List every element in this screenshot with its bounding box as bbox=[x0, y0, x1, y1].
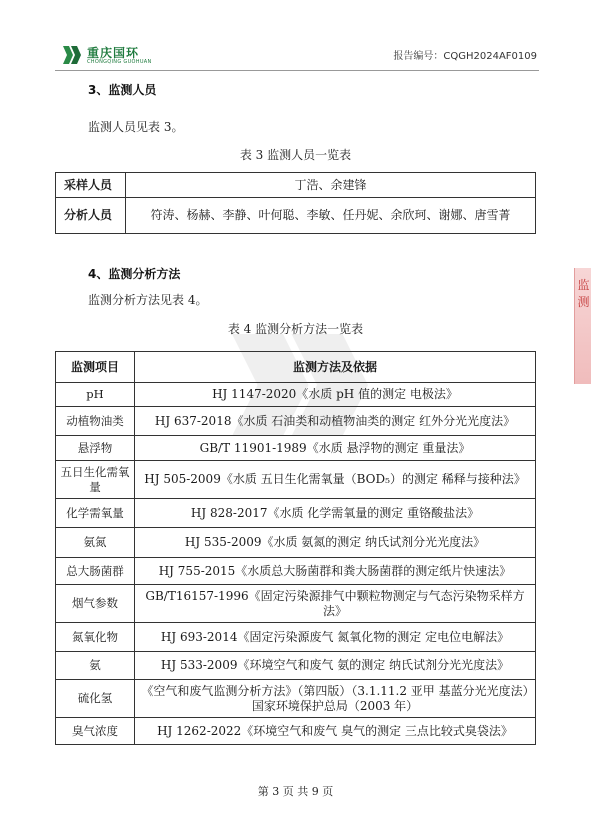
column-header: 监测项目 bbox=[56, 352, 135, 383]
company-logo bbox=[63, 44, 183, 66]
table-cell: HJ 1262-2022《环境空气和废气 臭气的测定 三点比较式臭袋法》 bbox=[135, 718, 536, 745]
table-cell: 臭气浓度 bbox=[56, 718, 135, 745]
table-cell: HJ 1147-2020《水质 pH 值的测定 电极法》 bbox=[135, 383, 536, 407]
table-row bbox=[56, 461, 536, 499]
section4-intro: 监测分析方法见表 4。 bbox=[88, 293, 208, 307]
table-row bbox=[56, 528, 536, 558]
table-row bbox=[56, 680, 536, 718]
table4-methods bbox=[55, 351, 536, 745]
table-cell: 采样人员 bbox=[56, 173, 126, 198]
table4-caption: 表 4 监测分析方法一览表 bbox=[227, 322, 364, 336]
table-cell: 氮氧化物 bbox=[56, 623, 135, 652]
table-cell: 丁浩、余建锋 bbox=[126, 173, 536, 198]
column-header: 监测方法及依据 bbox=[135, 352, 536, 383]
table-row bbox=[56, 173, 536, 198]
table-cell: 氨 bbox=[56, 652, 135, 680]
table-cell: HJ 533-2009《环境空气和废气 氨的测定 纳氏试剂分光光度法》 bbox=[135, 652, 536, 680]
table-cell: 总大肠菌群 bbox=[56, 558, 135, 585]
table-cell: 悬浮物 bbox=[56, 436, 135, 461]
table3-caption: 表 3 监测人员一览表 bbox=[239, 148, 352, 162]
table-row bbox=[56, 407, 536, 436]
table-cell: pH bbox=[56, 383, 135, 407]
table-cell: 硫化氢 bbox=[56, 680, 135, 718]
table-cell: HJ 828-2017《水质 化学需氧量的测定 重铬酸盐法》 bbox=[135, 499, 536, 528]
table-row bbox=[56, 436, 536, 461]
table-row bbox=[56, 383, 536, 407]
logo-cn-text: 重庆国环 bbox=[87, 46, 140, 60]
logo-mark-icon bbox=[63, 46, 83, 64]
table-cell: 化学需氧量 bbox=[56, 499, 135, 528]
logo-en-text: CHONGQING GUOHUAN bbox=[87, 59, 152, 65]
table-cell: GB/T16157-1996《固定污染源排气中颗粒物测定与气态污染物采样方法》 bbox=[135, 585, 536, 623]
table-cell: HJ 755-2015《水质总大肠菌群和粪大肠菌群的测定纸片快速法》 bbox=[135, 558, 536, 585]
table-header-row bbox=[56, 352, 536, 383]
table-cell: HJ 505-2009《水质 五日生化需氧量（BOD₅）的测定 稀释与接种法》 bbox=[135, 461, 536, 499]
table-row bbox=[56, 718, 536, 745]
table-cell: 符涛、杨赫、李静、叶何聪、李敏、任丹妮、余欣珂、谢娜、唐雪菁 bbox=[126, 198, 536, 234]
table-row bbox=[56, 585, 536, 623]
table-cell: 烟气参数 bbox=[56, 585, 135, 623]
table-row bbox=[56, 623, 536, 652]
table-cell: 动植物油类 bbox=[56, 407, 135, 436]
header-divider bbox=[55, 70, 539, 71]
table-row bbox=[56, 198, 536, 234]
table-cell: HJ 535-2009《水质 氨氮的测定 纳氏试剂分光光度法》 bbox=[135, 528, 536, 558]
table3-personnel bbox=[55, 172, 536, 234]
seal-text: 监测 bbox=[577, 278, 590, 309]
table-row bbox=[56, 499, 536, 528]
table-cell: 分析人员 bbox=[56, 198, 126, 234]
table-cell: GB/T 11901-1989《水质 悬浮物的测定 重量法》 bbox=[135, 436, 536, 461]
table-cell: 氨氮 bbox=[56, 528, 135, 558]
table-row bbox=[56, 652, 536, 680]
section4-heading: 4、监测分析方法 bbox=[88, 267, 181, 281]
table-cell: 五日生化需氧量 bbox=[56, 461, 135, 499]
table-cell: HJ 637-2018《水质 石油类和动植物油类的测定 红外分光光度法》 bbox=[135, 407, 536, 436]
section3-intro: 监测人员见表 3。 bbox=[88, 120, 184, 134]
table-cell: HJ 693-2014《固定污染源废气 氮氧化物的测定 定电位电解法》 bbox=[135, 623, 536, 652]
report-number: 报告编号：CQGH2024AF0109 bbox=[393, 51, 537, 62]
table-row bbox=[56, 558, 536, 585]
page-footer: 第 3 页 共 9 页 bbox=[257, 785, 334, 798]
table-cell: 《空气和废气监测分析方法》（第四版）（3.1.11.2 亚甲 基蓝分光光度法）国家环境保护总局（2003 年） bbox=[135, 680, 536, 718]
section3-heading: 3、监测人员 bbox=[88, 83, 157, 97]
